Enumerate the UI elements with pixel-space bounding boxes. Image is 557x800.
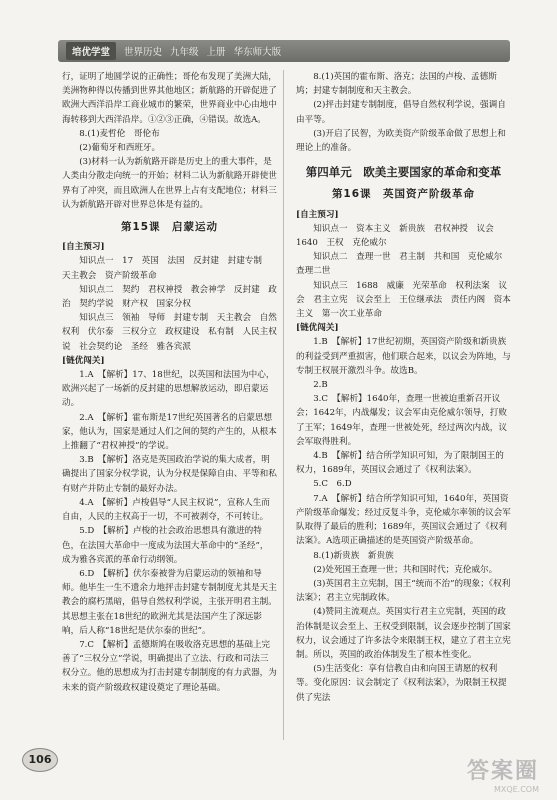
answer-paragraph: (2)抨击封建专制制度，倡导自然权利学说，强调自由平等。 (296, 100, 506, 125)
knowledge-point: 知识点一 资本主义 新贵族 君权神授 议会 1640 王权 克伦威尔 (296, 223, 503, 249)
answer-item: 5.C 6.D (313, 479, 352, 490)
consolidate-section-tag: [链优闯关] (62, 355, 105, 366)
answer-paragraph: 8.(1)英国的霍布斯、洛克；法国的卢梭、孟德斯鸠；封建专制制度和天主教会。 (296, 72, 497, 97)
answer-paragraph: (2)葡萄牙和西班牙。 (79, 143, 161, 154)
answer-item: (5)生活变化：享有信教自由和向国王请愿的权利等。变化原因：议会制定了《权利法案》，为限制王权提供了宪法 (296, 664, 507, 703)
column-divider (283, 70, 284, 740)
knowledge-point: 知识点三 领袖 导师 封建专制 天主教会 自然权利 伏尔泰 三权分立 政权建设 私有制 人民主权说 社会契约论 圣经 雅各宾派 (62, 313, 277, 352)
lesson-15-title: 第15课 启蒙运动 (120, 221, 219, 234)
page-header (58, 40, 510, 62)
unit-4-title: 第四单元 欧美主要国家的革命和变革 (305, 165, 502, 180)
left-column (62, 70, 277, 695)
answer-paragraph: (3)材料一认为新航路开辟是历史上的重大事件，是人类由分散走向统一的开始；材料二认为新航路开辟使世界有了冲突，而且欧洲人在世界上占有支配地位；材料三认为新航路开辟对世界总体是有益的。 (62, 157, 277, 210)
watermark-logo (467, 754, 539, 794)
answer-item: 1.A 【解析】17、18世纪，以英国和法国为中心，欧洲兴起了一场新的反封建的思想解放运动，即启蒙运动。 (62, 370, 275, 409)
brand-label: 培优学堂 (66, 42, 116, 60)
answer-item: 4.B 【解析】结合所学知识可知，为了限制国王的权力，1689年，英国议会通过了《权利法案》。 (296, 451, 504, 476)
answer-item: 5.D 【解析】卢梭的社会政治思想具有激进的特色，在法国大革命中一度成为法国大革命中的“圣经”，成为雅各宾派的革命行动纲领。 (62, 526, 269, 565)
answer-paragraph: 8.(1)麦哲伦 哥伦布 (79, 128, 160, 139)
answer-item: 3.B 【解析】洛克是英国政治学说的集大成者，明确提出了国家分权学说，认为分权是保障自由、平等和私有财产并防止专制的最好办法。 (62, 455, 277, 494)
answer-item: 2.B (313, 380, 328, 391)
knowledge-point: 知识点一 17 英国 法国 反封建 封建专制 天主教会 资产阶级革命 (62, 256, 271, 281)
edition-label: 华东师大版 (233, 47, 282, 58)
preview-section-tag: [自主预习] (62, 242, 105, 253)
page-number: 106 (22, 748, 58, 772)
answer-item: 6.D 【解析】伏尔泰被誉为启蒙运动的领袖和导师。他毕生一生不遗余力地抨击封建专制制度尤其是天主教会的腐朽黑暗，倡导自然权利学说，主张开明君主制。其思想主张在18世纪的欧洲尤其是法国产生了深远影响，后人称“18世纪是伏尔泰的世纪”。 (62, 568, 277, 636)
knowledge-point: 知识点二 查理一世 君主制 共和国 克伦威尔 查理二世 (296, 252, 511, 277)
answer-item: 3.C 【解析】1640年，查理一世被迫重新召开议会；1642年，内战爆发；议会军由克伦威尔领导，打败了王军；1649年，查理一世被处死，经过两次内战，议会军取得胜利。 (296, 394, 507, 447)
answer-item: 1.B 【解析】17世纪初期，英国资产阶级和新贵族的利益受到严重损害，他们联合起来，以议会为阵地，与专制王权展开激烈斗争。故选B。 (296, 337, 511, 376)
watermark-text: 答案圈 (466, 759, 539, 784)
consolidate-section-tag: [链优闯关] (296, 323, 339, 334)
answer-item: (4)赞同主流观点。英国实行君主立宪制，英国的政治体制是议会至上、王权受到限制，议会逐步控制了国家权力，议会通过了许多法令来限制王权，建立了君主立宪制。所以，英国的政治体制发生了根本性变化。 (296, 607, 511, 660)
answer-paragraph: (3)开启了民智，为欧美资产阶级革命做了思想上和理论上的准备。 (296, 128, 506, 154)
volume-label: 上册 (206, 47, 226, 58)
lesson-16-title: 第16课 英国资产阶级革命 (331, 188, 476, 201)
knowledge-point: 知识点三 1688 威廉 光荣革命 权利法案 议会 君主立宪 议会至上 王位继承法 责任内阁 资本主义 第一次工业革命 (296, 280, 511, 320)
watermark-url: MXQE.COM (493, 785, 539, 794)
answer-item: 8.(1)新贵族 新贵族 (313, 550, 394, 561)
answer-item: 7.C 【解析】孟德斯鸠在吸收洛克思想的基础上完善了“三权分立”学说，明确提出了立法、行政和司法三权分立。他的思想成为打击封建专制制度的有力武器，为未来的资产阶级政权建设奠定了理论基础。 (62, 639, 277, 693)
answer-item: (3)英国君主立宪制，国王“统而不治”的现象；《权利法案》；君主立宪制政体。 (296, 578, 511, 604)
right-column (296, 70, 511, 705)
preview-section-tag: [自主预习] (296, 209, 339, 220)
answer-item: 2.A 【解析】霍布斯是17世纪英国著名的启蒙思想家，他认为，国家是通过人们之间的契约产生的，从根本上推翻了“君权神授”的学说。 (62, 412, 277, 452)
answer-paragraph: 行，证明了地圆学说的正确性；哥伦布发现了美洲大陆，美洲物种得以传播到世界其他地区；新航路的开辟促进了欧洲大西洋沿岸工商业城市的繁荣，世界商业中心由地中海转移到大西洋沿岸。①②③正确，④错误。故选A。 (62, 72, 277, 125)
answer-item: 7.A 【解析】结合所学知识可知，1640年，英国资产阶级革命爆发；经过反复斗争，克伦威尔率领的议会军队取得了最后的胜利；1689年，英国议会通过了《权利法案》。A选项正确描述的是英国资产阶级革命。 (296, 493, 511, 547)
grade-label: 九年级 (170, 47, 199, 58)
subject-label: 世界历史 (124, 47, 163, 58)
knowledge-point: 知识点二 契约 君权神授 教会神学 反封建 政治 契约学说 财产权 国家分权 (62, 284, 277, 310)
answer-item: 4.A 【解析】卢梭倡导“人民主权说”，宣称人生而自由，人民的主权高于一切，不可被剥夺，不可转让。 (62, 497, 270, 523)
answer-item: (2)处死国王查理一世；共和国时代；克伦威尔。 (313, 564, 498, 575)
